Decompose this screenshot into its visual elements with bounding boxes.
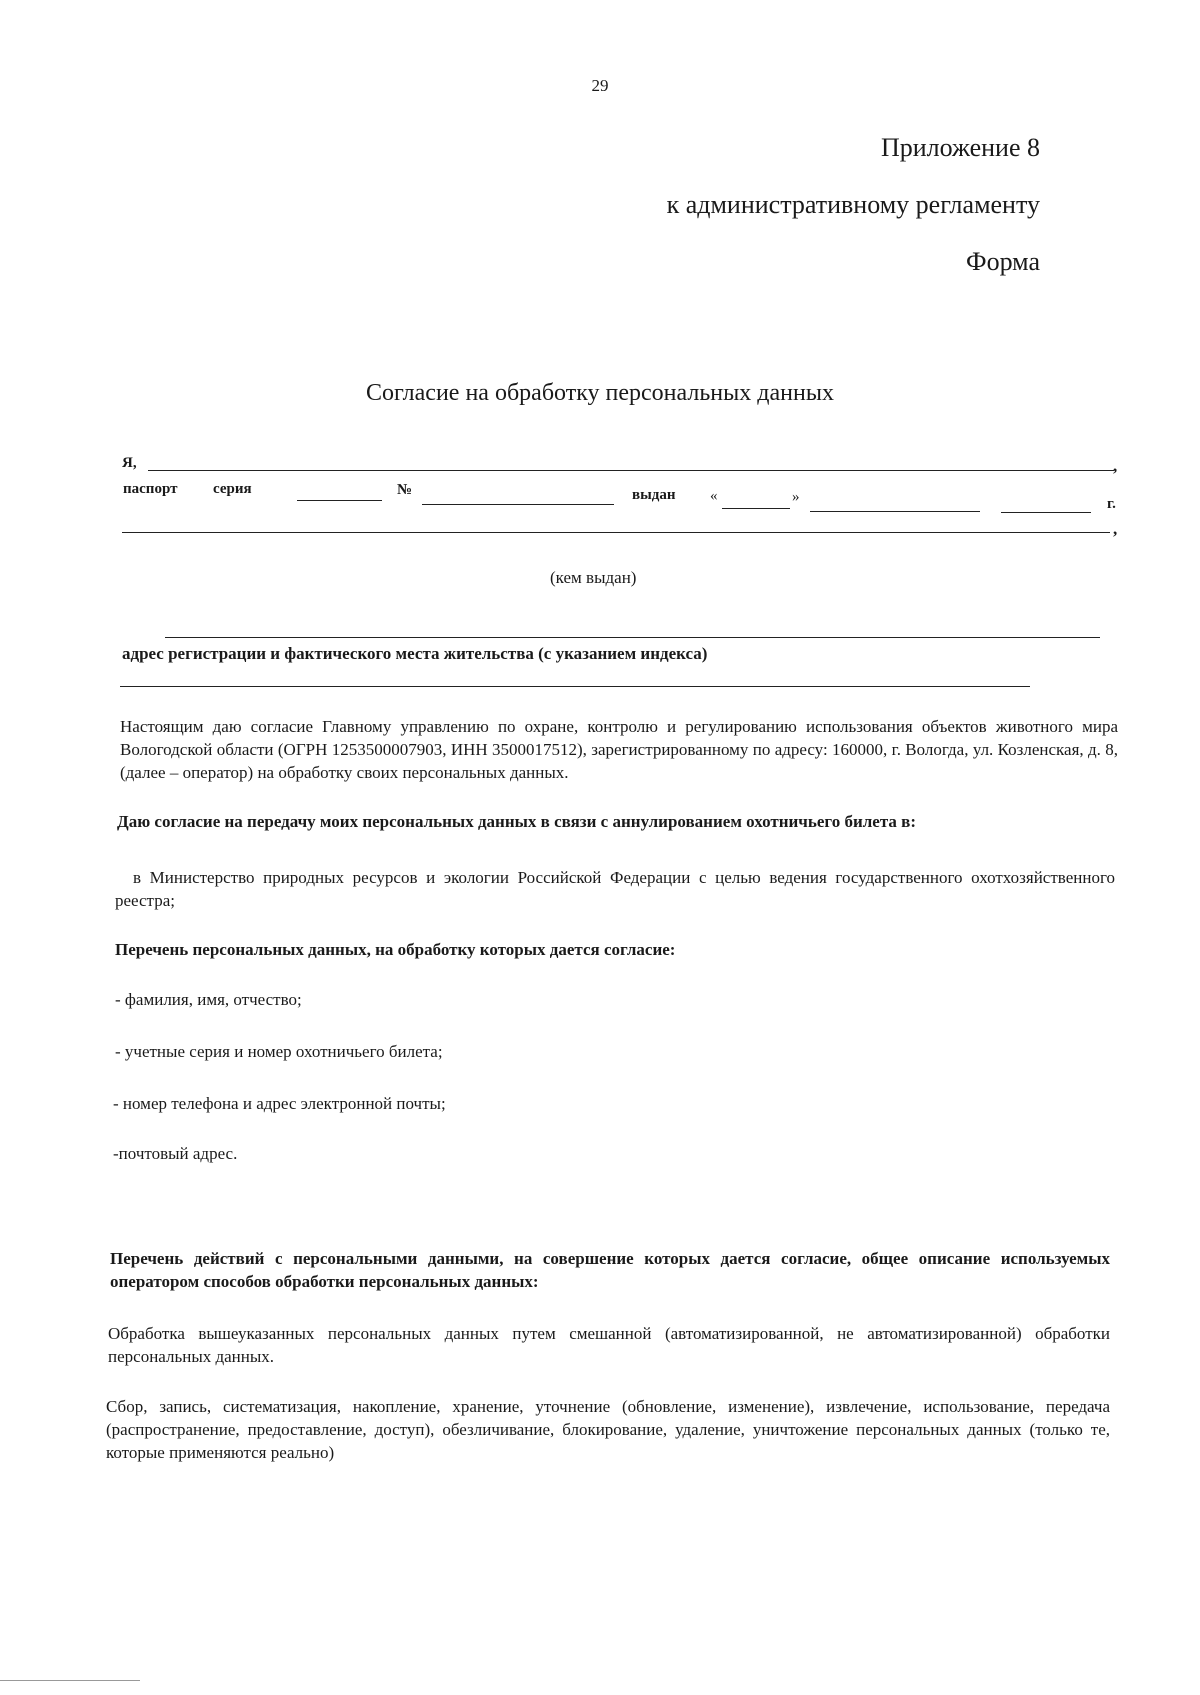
consent-paragraph: Настоящим даю согласие Главному управлению по охране, контролю и регулированию использования объектов животного мира Вологодской области (ОГРН 1253500007903, ИНН 3500017512), зарегистрированному по адресу: 160000, г. Вологда, ул. Козленская, д. 8, (далее – оператор) на обработку своих персональных данных.	[120, 717, 1118, 782]
day-blank[interactable]	[722, 508, 790, 509]
list-item: - фамилия, имя, отчество;	[115, 990, 302, 1009]
reglament-label: к административному регламенту	[666, 190, 1040, 219]
list-item: -почтовый адрес.	[113, 1144, 238, 1163]
issued-label: выдан	[632, 487, 676, 503]
processing-text: Обработка вышеуказанных персональных данных путем смешанной (автоматизированной, не автоматизированной) обработки персональных данных.	[108, 1324, 1110, 1366]
bottom-rule	[0, 1680, 140, 1681]
ya-label: Я,	[122, 455, 137, 471]
page-number: 29	[591, 76, 609, 95]
issued-by-blank[interactable]	[122, 532, 1110, 533]
actions-heading: Перечень действий с персональными данными, на совершение которых дается согласие, общее описание используемых оператором способов обработки персональных данных:	[110, 1249, 1110, 1291]
actions-text: Сбор, запись, систематизация, накопление, хранение, уточнение (обновление, изменение), извлечение, использование, передача (распространение, предоставление, доступ), обезличивание, блокирование, удаление, уничтожение персональных данных (только те, которые применяются реально)	[106, 1397, 1110, 1462]
number-blank[interactable]	[422, 504, 614, 505]
form-label: Форма	[966, 247, 1040, 276]
address-label: адрес регистрации и фактического места жительства (с указанием индекса)	[122, 644, 708, 663]
seria-label: серия	[213, 481, 252, 497]
list-heading: Перечень персональных данных, на обработку которых дается согласие:	[115, 940, 676, 959]
month-blank[interactable]	[810, 511, 980, 512]
quote-open: «	[710, 488, 718, 504]
issued-by-caption: (кем выдан)	[550, 568, 637, 587]
transfer-heading: Даю согласие на передачу моих персональных данных в связи с аннулированием охотничьего билета в:	[117, 812, 916, 831]
name-blank[interactable]	[148, 470, 1114, 471]
list-item: - учетные серия и номер охотничьего билета;	[115, 1042, 443, 1061]
transfer-text: в Министерство природных ресурсов и экологии Российской Федерации с целью ведения государственного охотхозяйственного реестра;	[115, 868, 1115, 910]
seria-blank[interactable]	[297, 500, 382, 501]
quote-close: »	[792, 489, 800, 505]
year-suffix: г.	[1107, 496, 1116, 512]
document-title: Согласие на обработку персональных данных	[366, 380, 834, 406]
number-label: №	[397, 482, 413, 498]
comma-1: ,	[1113, 456, 1118, 475]
address-blank-1[interactable]	[165, 637, 1100, 638]
year-blank[interactable]	[1001, 512, 1091, 513]
list-item: - номер телефона и адрес электронной почты;	[113, 1094, 446, 1113]
passport-label: паспорт	[123, 481, 178, 497]
comma-2: ,	[1113, 519, 1118, 538]
appendix-label: Приложение 8	[880, 133, 1040, 162]
address-blank-2[interactable]	[120, 686, 1030, 687]
